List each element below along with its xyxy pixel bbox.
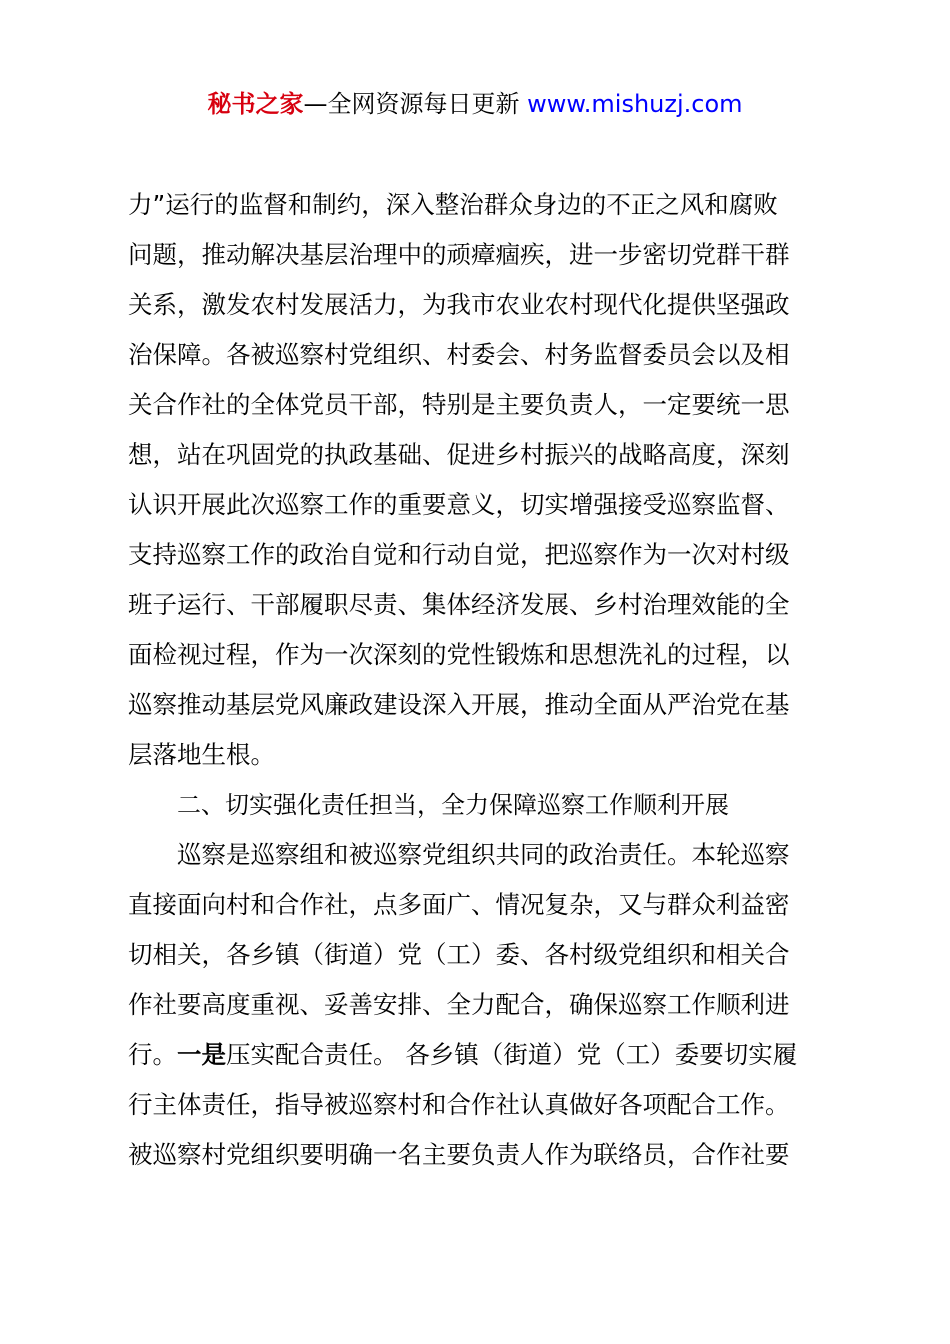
- text-span: 行。: [128, 1040, 177, 1069]
- text-line: 想，站在巩固党的执政基础、促进乡村振兴的战略高度，深刻: [128, 440, 790, 469]
- site-url-link[interactable]: www.mishuzj.com: [527, 90, 743, 118]
- header-tagline: —全网资源每日更新: [303, 90, 528, 118]
- document-header: [0, 84, 950, 124]
- emphasis-label: 一是: [177, 1040, 226, 1069]
- text-line: 治保障。各被巡察村党组织、村委会、村务监督委员会以及相: [128, 340, 790, 369]
- text-line: 力”运行的监督和制约，深入整治群众身边的不正之风和腐败: [128, 190, 778, 219]
- text-line: 支持巡察工作的政治自觉和行动自觉，把巡察作为一次对村级: [128, 540, 790, 569]
- text-line: [128, 1030, 838, 1080]
- text-line: 直接面向村和合作社，点多面广、情况复杂，又与群众利益密: [128, 890, 790, 919]
- text-line: 班子运行、干部履职尽责、集体经济发展、乡村治理效能的全: [128, 590, 790, 619]
- text-line: 行主体责任，指导被巡察村和合作社认真做好各项配合工作。: [128, 1090, 790, 1119]
- brand-name: 秘书之家: [207, 90, 304, 118]
- text-line: 关合作社的全体党员干部，特别是主要负责人，一定要统一思: [128, 390, 790, 419]
- text-line: 层落地生根。: [128, 740, 275, 769]
- text-span: 压实配合责任。 各乡镇（街道）党（工）委要切实履: [226, 1040, 798, 1069]
- text-line: 被巡察村党组织要明确一名主要负责人作为联络员，合作社要: [128, 1140, 790, 1169]
- text-line: 问题，推动解决基层治理中的顽瘴痼疾，进一步密切党群干群: [128, 240, 790, 269]
- section-heading: 二、切实强化责任担当，全力保障巡察工作顺利开展: [177, 791, 729, 819]
- text-line: 巡察是巡察组和被巡察党组织共同的政治责任。本轮巡察: [177, 840, 790, 869]
- document-body: [128, 180, 838, 1180]
- text-line: 关系，激发农村发展活力，为我市农业农村现代化提供坚强政: [128, 290, 790, 319]
- text-line: 切相关，各乡镇（街道）党（工）委、各村级党组织和相关合: [128, 940, 790, 969]
- text-line: 作社要高度重视、妥善安排、全力配合，确保巡察工作顺利进: [128, 990, 790, 1019]
- text-line: 认识开展此次巡察工作的重要意义，切实增强接受巡察监督、: [128, 490, 790, 519]
- text-line: 面检视过程，作为一次深刻的党性锻炼和思想洗礼的过程，以: [128, 640, 790, 669]
- text-line: 巡察推动基层党风廉政建设深入开展，推动全面从严治党在基: [128, 690, 790, 719]
